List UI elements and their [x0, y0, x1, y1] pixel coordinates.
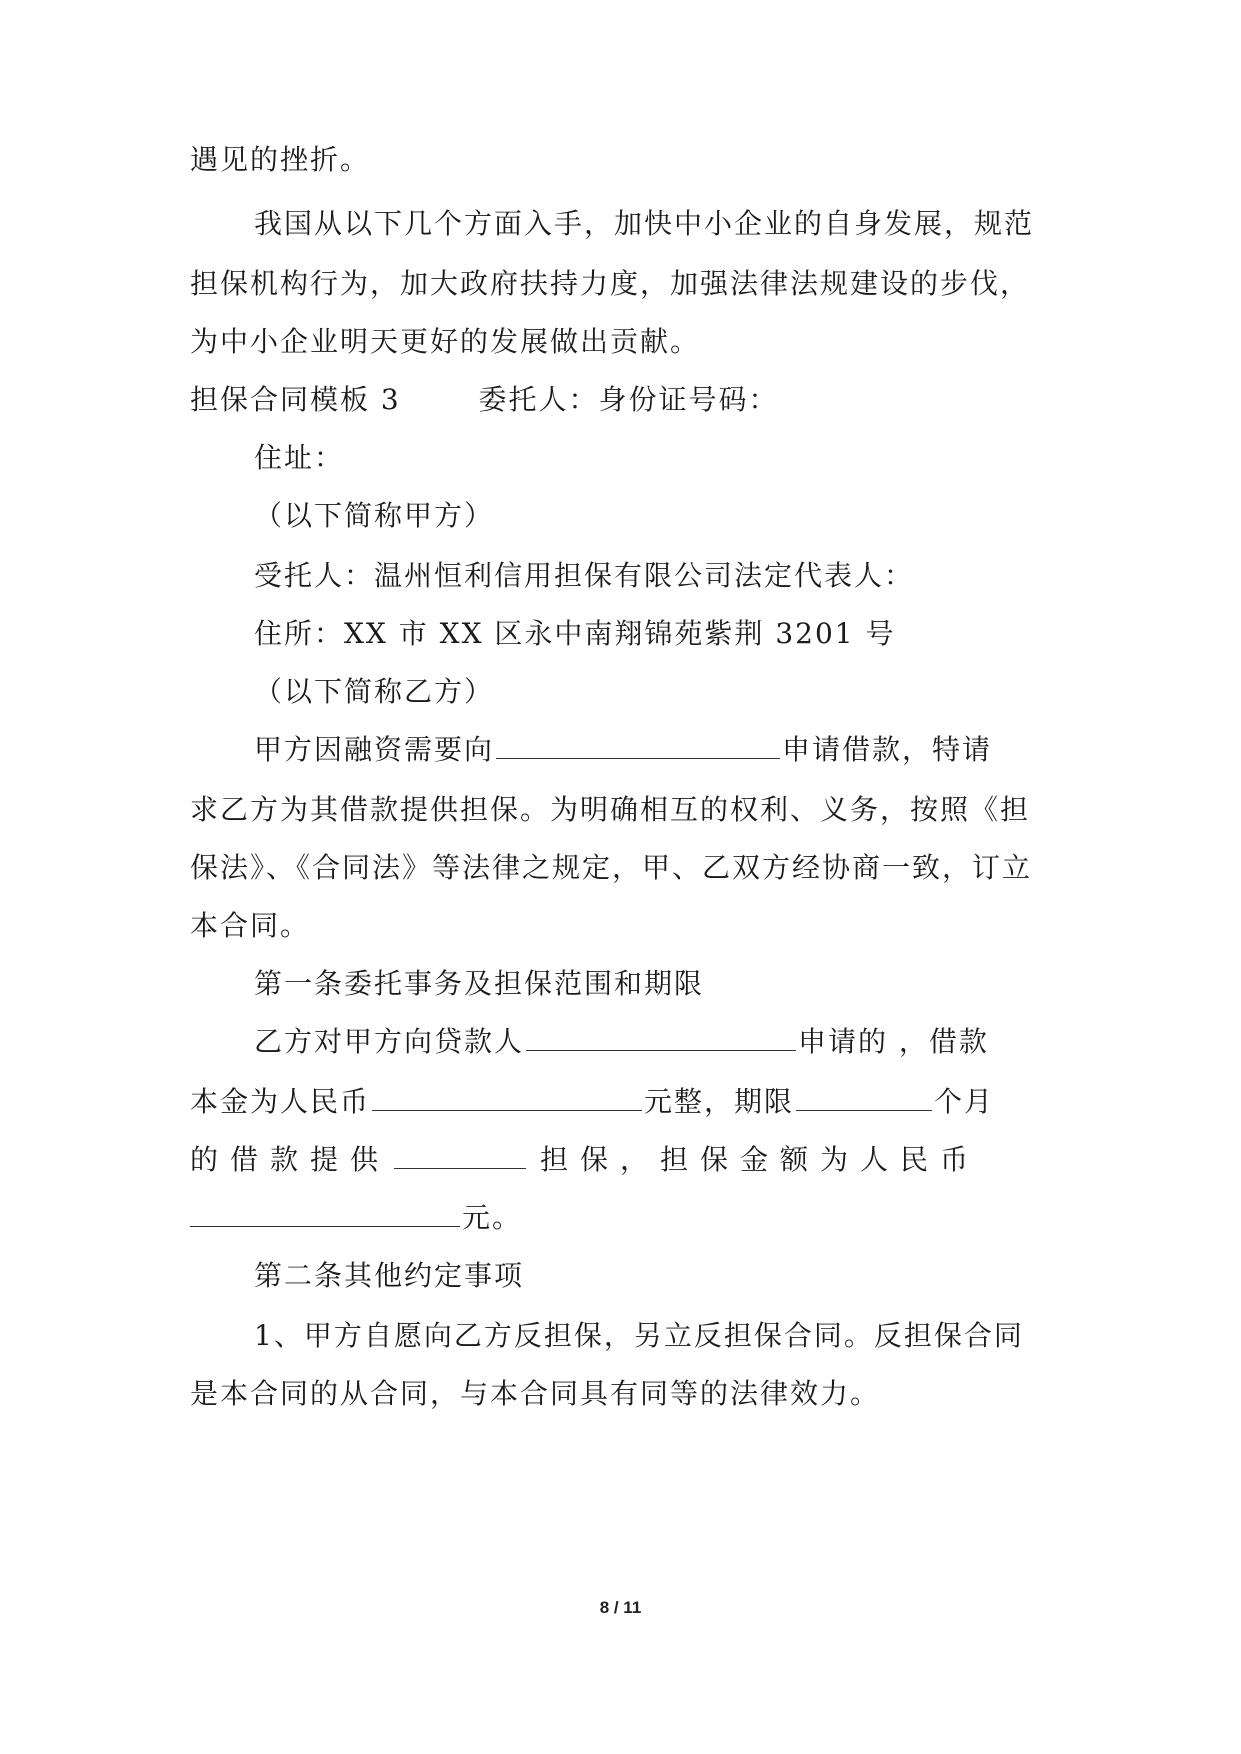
- fill-in-blank[interactable]: [372, 1084, 642, 1111]
- party-b-note: （以下简称乙方）: [254, 675, 495, 708]
- paragraph-line: [254, 1022, 1050, 1062]
- paragraph-line: 为中小企业明天更好的发展做出贡献。: [190, 325, 701, 358]
- paragraph-line: 求乙方为其借款提供担保。为明确相互的权利、义务，按照《担: [190, 793, 1031, 826]
- text-segment: 本金为人民币: [190, 1085, 371, 1118]
- text-segment: 个月: [934, 1085, 995, 1118]
- paragraph-line: 1、甲方自愿向乙方反担保，另立反担保合同。反担保合同: [254, 1319, 1024, 1352]
- paragraph-line: 保法》、《合同法》等法律之规定，甲、乙双方经协商一致，订立: [190, 851, 1033, 884]
- template-heading-line: [190, 380, 1050, 420]
- agent-line: 受托人：温州恒利信用担保有限公司法定代表人：: [254, 559, 915, 592]
- text-segment: 的借款提供: [190, 1143, 391, 1176]
- fill-in-blank[interactable]: [394, 1142, 526, 1169]
- paragraph-line: 遇见的挫折。: [190, 143, 371, 176]
- fill-in-blank[interactable]: [526, 1024, 796, 1051]
- template-title: 担保合同模板 3: [190, 383, 401, 416]
- party-a-note: （以下简称甲方）: [254, 499, 495, 532]
- paragraph-line: [254, 730, 1050, 770]
- paragraph-line: 我国从以下几个方面入手，加快中小企业的自身发展，规范: [254, 207, 1035, 240]
- text-segment: 甲方因融资需要向: [254, 733, 495, 766]
- paragraph-line: [190, 1140, 1050, 1180]
- fill-in-blank[interactable]: [190, 1200, 460, 1227]
- text-segment: 乙方对甲方向贷款人: [254, 1025, 525, 1058]
- text-segment: 担保，担保金额为人民币: [540, 1143, 981, 1176]
- article-heading: 第二条其他约定事项: [254, 1259, 525, 1292]
- principal-label: 委托人：身份证号码：: [478, 383, 779, 416]
- text-segment: 元。: [462, 1201, 523, 1234]
- text-segment: 申请借款，特请: [782, 733, 993, 766]
- fill-in-blank[interactable]: [496, 732, 780, 759]
- paragraph-line: 担保机构行为，加大政府扶持力度，加强法律法规建设的步伐，: [190, 267, 1031, 300]
- fill-in-blank[interactable]: [796, 1084, 932, 1111]
- page-number: 8 / 11: [599, 1598, 642, 1617]
- address-label: 住址：: [254, 441, 345, 474]
- paragraph-line: [190, 1198, 1050, 1238]
- text-segment: 申请的 ，借款: [798, 1025, 989, 1058]
- paragraph-line: [190, 1082, 1050, 1122]
- text-segment: 元整，期限: [644, 1085, 795, 1118]
- article-heading: 第一条委托事务及担保范围和期限: [254, 967, 705, 1000]
- agent-address-line: 住所：XX 市 XX 区永中南翔锦苑紫荆 3201 号: [254, 617, 896, 650]
- paragraph-line: 本合同。: [190, 909, 311, 942]
- paragraph-line: 是本合同的从合同，与本合同具有同等的法律效力。: [190, 1377, 881, 1410]
